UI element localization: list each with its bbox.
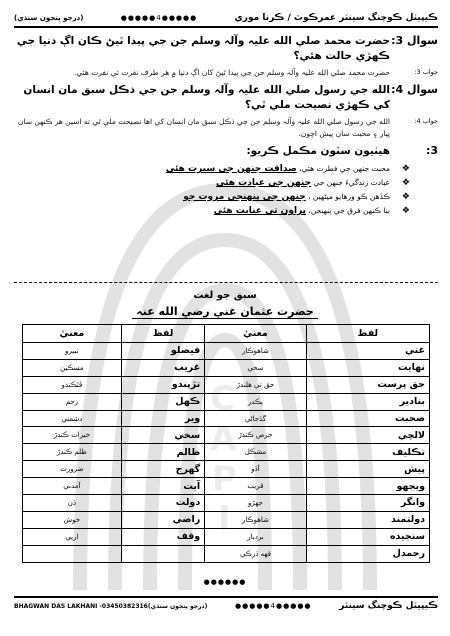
- vocab-word: لالچي: [306, 427, 429, 444]
- fill-line: [14, 204, 410, 218]
- vocab-meaning: سخي: [205, 359, 306, 376]
- footer-author: BHAGWAN DAS LAKHANI -03450382316(درجو پنجون سنڌي): [14, 602, 208, 610]
- bottom-separator: ●●●●●●: [203, 578, 247, 586]
- vocab-meaning: رحم: [23, 393, 122, 410]
- vocab-word: نهايت: [306, 359, 429, 376]
- table-row: [23, 376, 430, 393]
- footer-page-number: ●●●●●4●●●●●: [235, 602, 312, 610]
- svg-text:A: A: [210, 419, 237, 459]
- vocab-word: بنادير: [306, 393, 429, 410]
- vocab-word: پيش: [306, 461, 429, 478]
- vocab-meaning: نبيرو: [23, 343, 122, 360]
- question-3-label: سوال 3:: [391, 34, 438, 47]
- lesson-subtitle-text: حضرت عثمان غني رضي الله عنہ: [132, 305, 317, 319]
- vocab-word: رحمدل: [306, 545, 429, 562]
- vocab-meaning: ضرورت: [23, 461, 122, 478]
- question-4-text: الله جي رسول صلي الله عليہ وآلہ وسلم جن جي ذڪل سبق مان انسان کي ڪهڙي نصيحت ملي ٿي؟: [23, 84, 390, 111]
- vocab-word: آيت: [121, 478, 204, 495]
- lesson-title: سبق جو لغت: [193, 290, 257, 301]
- answer-4: [14, 116, 438, 140]
- answer-4-text: الله جي رسول صلي الله عليہ وآلہ وسلم جن جي ذڪل سبق مان انسان کي اها نصيحت ملي ٿي ته اسين هر ڪنهن سان پيار ۽ محبت سان پيش اچون.: [17, 117, 390, 138]
- vocab-meaning: حرص ڪندڙ: [205, 427, 306, 444]
- diamond-bullet-icon: ❖: [401, 164, 410, 174]
- answer-3-text: حضرت محمد صلي الله عليہ وآلہ وسلم جن جي پيدا ٿيڻ کان اڳ دنيا ۾ هر طرف نفرت ئي نفرت هئي.: [73, 68, 390, 77]
- fill-line-prefix: محبت جنهن جي فطرت هئي،: [299, 164, 390, 173]
- fill-line: [14, 162, 410, 176]
- answer-3-label: جواب 3:: [414, 68, 438, 76]
- vocab-word: غريب: [121, 359, 204, 376]
- vocab-header-meaning: معنيٰ: [205, 325, 306, 343]
- section-3-heading: [14, 144, 438, 159]
- lesson-subtitle: [0, 305, 450, 318]
- vocab-header-word: لفظ: [306, 325, 429, 343]
- svg-text:I: I: [218, 499, 231, 539]
- fill-line-prefix: عبادت زندگيءَ جنهن جي: [313, 178, 390, 187]
- header-page-number: ●●●●●4●●●●●: [120, 14, 198, 22]
- vocab-header-word: لفظ: [121, 325, 204, 343]
- vocab-word: وير: [121, 410, 204, 427]
- vocab-meaning: بردبار: [205, 528, 306, 545]
- vocab-word: ڪهل: [121, 393, 204, 410]
- table-row: [23, 545, 430, 562]
- vocab-meaning: شاهوڪار: [205, 511, 306, 528]
- vocab-meaning: آڏو: [205, 461, 306, 478]
- vocab-header-meaning: معنيٰ: [23, 325, 122, 343]
- vocab-word: تڪليف: [306, 444, 429, 461]
- vocab-meaning: [23, 545, 122, 562]
- fill-line-answer: جنهن جي پنهنجي مروت جو: [183, 192, 306, 202]
- question-4: [14, 83, 438, 113]
- vocab-word: دولت: [121, 495, 204, 512]
- vocab-meaning: ظلم ڪندڙ: [23, 444, 122, 461]
- table-row: [23, 343, 430, 360]
- vocab-meaning: شاهوڪار: [205, 343, 306, 360]
- table-row: [23, 528, 430, 545]
- fill-line-answer: صداقت جنهن جي سيرت هئي: [165, 164, 297, 174]
- fill-line-prefix: بنا ڪنهن فرق جي پنهنجن،: [308, 206, 390, 215]
- table-row: [23, 393, 430, 410]
- vocab-word: وانگر: [306, 495, 429, 512]
- vocab-meaning: مشڪل: [205, 444, 306, 461]
- svg-text:C: C: [210, 379, 235, 419]
- fill-line-answer: جنهن جي عبادت هئي: [216, 178, 312, 188]
- diamond-bullet-icon: ❖: [401, 192, 410, 202]
- svg-text:P: P: [212, 459, 237, 499]
- question-3-text: حضرت محمد صلي الله عليہ وآلہ وسلم جن جي پيدا ٿيڻ ڪان اڳ دنيا جي ڪهڙي حالت هئي؟: [16, 35, 390, 62]
- table-row: [23, 410, 430, 427]
- fill-in-lines: [14, 162, 410, 218]
- vocab-word: صحبت: [306, 410, 429, 427]
- section-3-label: 3:: [425, 144, 438, 157]
- vocab-word: وقف: [121, 528, 204, 545]
- fill-line: [14, 176, 410, 190]
- vocab-body: [23, 343, 430, 563]
- header-class-label: (درجو پنجون سنڌي): [14, 14, 84, 22]
- vocab-word: ظالم: [121, 444, 204, 461]
- section-divider: [14, 282, 438, 283]
- fill-line: [14, 190, 410, 204]
- diamond-bullet-icon: ❖: [401, 206, 410, 216]
- vocab-meaning: ٻڪدر: [205, 393, 306, 410]
- table-row: [23, 359, 430, 376]
- page-header: [14, 10, 438, 28]
- vocab-word: سنجيده: [306, 528, 429, 545]
- question-4-label: سوال 4:: [391, 83, 438, 96]
- vocab-meaning: قهه ڌرڪي: [205, 545, 306, 562]
- vocab-meaning: آمدني: [23, 478, 122, 495]
- diamond-bullet-icon: ❖: [401, 178, 410, 188]
- vocab-meaning: ارپي: [23, 528, 122, 545]
- vocab-word: دولتمند: [306, 511, 429, 528]
- vocab-meaning: جهڙو: [205, 495, 306, 512]
- vocab-meaning: قريب: [205, 478, 306, 495]
- vocabulary-table: [22, 324, 430, 563]
- vocab-word: حق پرست: [306, 376, 429, 393]
- vocab-meaning: خيرات ڪندڙ: [23, 427, 122, 444]
- vocab-meaning: مسڪين: [23, 359, 122, 376]
- vocab-meaning: ڌن: [23, 495, 122, 512]
- vocab-meaning: دشمني: [23, 410, 122, 427]
- table-row: [23, 495, 430, 512]
- vocab-meaning: گڏجاڻي: [205, 410, 306, 427]
- vocab-word: راضي: [121, 511, 204, 528]
- page-footer: [14, 596, 438, 614]
- question-3: [14, 34, 438, 64]
- table-row: [23, 444, 430, 461]
- vocab-word: سخي: [121, 427, 204, 444]
- vocab-word: [121, 545, 204, 562]
- vocab-word: فيصلو: [121, 343, 204, 360]
- section-3-title: هيٺيون سٽون مڪمل ڪريو:: [246, 145, 390, 157]
- table-row: [23, 511, 430, 528]
- vocab-word: گهرج: [121, 461, 204, 478]
- vocab-header-row: [23, 325, 430, 343]
- table-row: [23, 427, 430, 444]
- vocab-meaning: حق تي هلندڙ: [205, 376, 306, 393]
- header-institute-name: ڪيپيٽل ڪوچنگ سينٽر عمرڪوٽ / ڪرنا موري: [234, 13, 438, 23]
- fill-line-answer: پراون تي عنايت هئي: [213, 206, 307, 216]
- answer-4-label: جواب 4:: [414, 117, 438, 125]
- vocab-word: غني: [306, 343, 429, 360]
- vocab-word: ويجهو: [306, 478, 429, 495]
- vocab-word: تڙپندو: [121, 376, 204, 393]
- vocab-meaning: خوش: [23, 511, 122, 528]
- fill-line-prefix: ڪڏهن ڪو ورهايو ميڻهين ،: [308, 192, 390, 201]
- table-row: [23, 478, 430, 495]
- questions-section: [14, 34, 438, 218]
- answer-3: [14, 67, 438, 79]
- table-row: [23, 461, 430, 478]
- footer-institute-name: ڪيپيٽل ڪوچنگ سينٽر: [339, 601, 438, 611]
- vocab-meaning: ڦٿڪندو: [23, 376, 122, 393]
